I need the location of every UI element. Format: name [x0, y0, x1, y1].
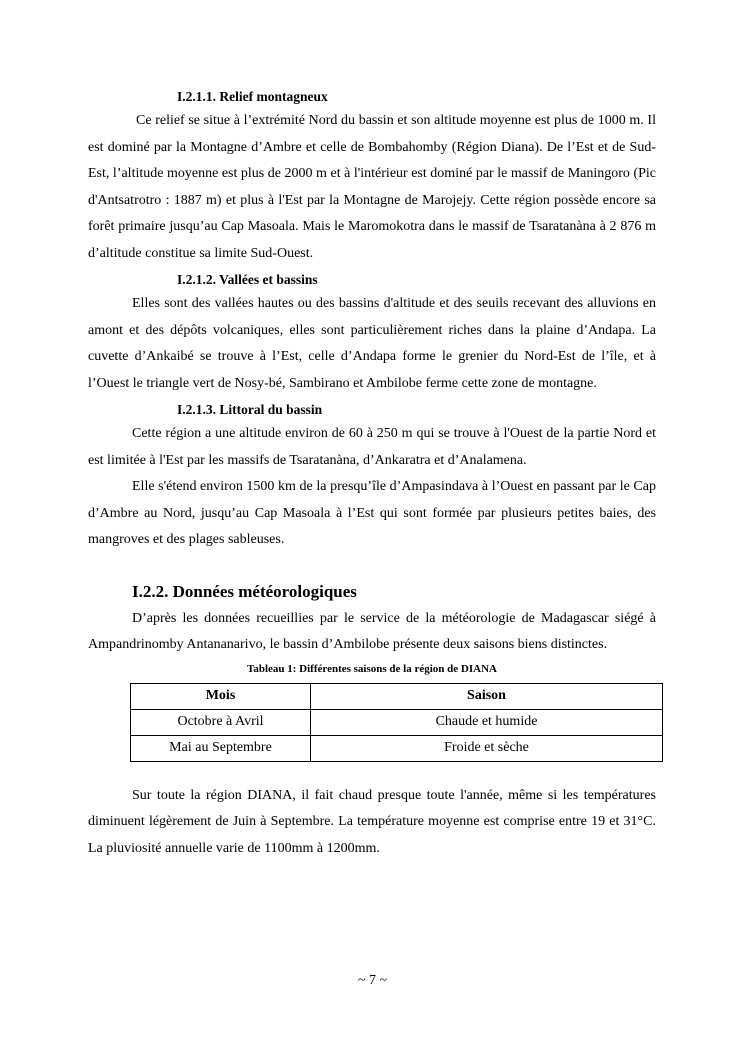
- table-header-saison: Saison: [311, 683, 663, 709]
- paragraph-closing: Sur toute la région DIANA, il fait chaud presque toute l'année, même si les températures diminuent légèrement de Juin à Septembre. La température moyenne est comprise entre 19 et 31°C. La pluviosité annuelle varie de 1100mm à 1200mm.: [88, 787, 656, 856]
- heading-relief-montagneux: I.2.1.1. Relief montagneux: [177, 89, 328, 104]
- page-content: [88, 86, 656, 862]
- heading-donnees-meteorologiques: I.2.2. Données météorologiques: [132, 581, 357, 601]
- table-header-mois: Mois: [131, 683, 311, 709]
- table-cell-mois: Mai au Septembre: [131, 735, 311, 761]
- table-header-row: [131, 683, 663, 709]
- table-cell-saison: Chaude et humide: [311, 709, 663, 735]
- table-caption: Tableau 1: Différentes saisons de la région de DIANA: [247, 662, 497, 675]
- heading-littoral: I.2.1.3. Littoral du bassin: [177, 402, 323, 417]
- table-cell-mois: Octobre à Avril: [131, 709, 311, 735]
- page-number: ~ 7 ~: [357, 973, 388, 988]
- paragraph-vallees: Elles sont des vallées hautes ou des bassins d'altitude et des seuils recevant des alluvions en amont et des dépôts volcaniques, elles sont particulièrement riches dans la plaine d’Andapa. La cuvette d’Ankaibé se trouve à l’Est, celle d’Andapa forme le grenier du Nord-Est de l’île, et à l’Ouest le triangle vert de Nosy-bé, Sambirano et Ambilobe ferme cette zone de montagne.: [88, 296, 656, 391]
- seasons-table: [130, 683, 663, 762]
- paragraph-relief: Ce relief se situe à l’extrémité Nord du bassin et son altitude moyenne est plus de 1000 m. Il est dominé par la Montagne d’Ambre et celle de Bombahomby (Région Diana). De l’Est et de Sud-Est, l’altitude moyenne est plus de 2000 m et à l'intérieur est dominé par le massif de Maningoro (Pic d'Antsatrotro : 1887 m) et plus à l'Est par la Montagne de Marojejy. Cette région possède encore sa forêt primaire jusqu’au Cap Masoala. Mais le Maromokotra dans le massif de Tsaratanàna à 2 876 m d’altitude constitue sa limite Sud-Ouest.: [88, 113, 656, 261]
- paragraph-littoral-2: Elle s'étend environ 1500 km de la presqu’île d’Ampasindava à l’Ouest en passant par le Cap d’Ambre au Nord, jusqu’au Cap Masoala à l’Est qui sont formée par plusieurs petites baies, des mangroves et des plages sableuses.: [88, 479, 656, 547]
- heading-vallees-bassins: I.2.1.2. Vallées et bassins: [177, 272, 318, 287]
- table-row: [131, 735, 663, 761]
- table-row: [131, 709, 663, 735]
- paragraph-meteo: D’après les données recueillies par le service de la météorologie de Madagascar siégé à Ampandrinomby Antananarivo, le bassin d’Ambilobe présente deux saisons biens distinctes.: [88, 610, 656, 652]
- paragraph-littoral-1: Cette région a une altitude environ de 60 à 250 m qui se trouve à l'Ouest de la partie Nord et est limitée à l'Est par les massifs de Tsaratanàna, d’Ankaratra et d’Analamena.: [88, 426, 656, 468]
- table-cell-saison: Froide et sèche: [311, 735, 663, 761]
